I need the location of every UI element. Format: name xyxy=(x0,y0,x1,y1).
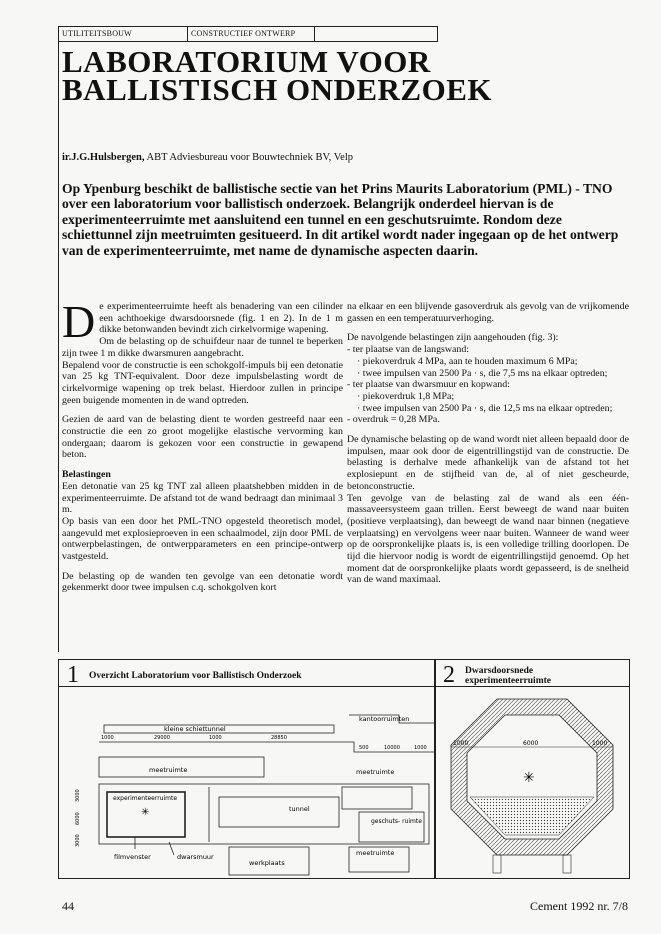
label-kleine-schiettunnel: kleine schiettunnel xyxy=(164,725,226,733)
label-filmvenster: filmvenster xyxy=(114,853,151,861)
explosion-icon-2: ✳ xyxy=(523,770,535,786)
svg-text:10000: 10000 xyxy=(384,745,400,751)
column-left: De experimenteerruimte heeft als benadering van een cilinder een achthoekige dwarsdoorsnede (fig. 1 en 2). In de 1 m dikke betonwanden bevindt zich cirkelvormige wapening. Om de belasting op de schuifdeur naar de tunnel te beperken zijn twee 1 m dikke dwarsmuren aangebracht. Bepalend voor de constructie is een schokgolf-impuls bij een detonatie van 25 kg TNT-equivalent. Door deze impulsbelasting wordt de cirkelvormige wapening op trek belast. Hierdoor zullen in principe geen buigende momenten in de wand optreden. Gezien de aard van de belasting dient te worden gestreefd naar een constructie die een zo groot mogelijke elastische vervorming kan ondergaan; daarom is gekozen voor een constructie in gewapend beton. Belastingen Een detonatie van 25 kg TNT zal alleen plaatshebben midden in de experimenteerruimte. De afstand tot de wand bedraagt dan minimaal 3 m. Op basis van een door het PML-TNO opgesteld theoretisch model, aangevuld met explosieproeven in een schaalmodel, zijn door PML de ontwerpbelastingen, de ontwerpparameters en een principe-ontwerp vastgesteld. De belasting op de wanden ten gevolge van een detonatie wordt gekenmerkt door twee impulsen c.q. schokgolven kort xyxy=(62,296,343,594)
label-dwarsmuur: dwarsmuur xyxy=(177,853,214,861)
label-kantoorruimten: kantoorruimten xyxy=(359,715,410,723)
label-meetruimte-2: meetruimte xyxy=(356,768,395,776)
svg-text:6000: 6000 xyxy=(75,812,81,825)
author-line: ir.J.G.Hulsbergen, ABT Adviesbureau voor Bouwtechniek BV, Velp xyxy=(62,152,353,163)
explosion-icon: ✳ xyxy=(141,807,150,818)
drop-cap: D xyxy=(62,296,96,347)
article-title: LABORATORIUM VOOR BALLISTISCH ONDERZOEK xyxy=(62,44,492,107)
left-rule xyxy=(58,40,59,652)
svg-text:1000: 1000 xyxy=(101,735,114,741)
page-number: 44 xyxy=(62,899,74,913)
figure-1-number: 1 xyxy=(67,662,79,688)
subsection-label: CONSTRUCTIEF ONTWERP xyxy=(188,27,315,41)
figure-2-title: Dwarsdoorsnede experimenteerruimte xyxy=(465,666,551,686)
label-werkplaats: werkplaats xyxy=(249,859,285,867)
floor-plan xyxy=(59,687,435,877)
label-tunnel: tunnel xyxy=(289,805,310,813)
cross-section xyxy=(435,687,629,877)
column-right: na elkaar en een blijvende gasoverdruk als gevolg van de vrijkomende gassen en een temperatuurverhoging. De navolgende belastingen zijn aangehouden (fig. 3): - ter plaatse van de langswand: · piekoverdruk 4 MPa, aan te houden maximum 6 MPa; · twee impulsen van 2500 Pa · s, die 7,5 ms na elkaar optreden; - ter plaatse van dwarsmuur en kopwand: · piekoverdruk 1,8 MPa; · twee impulsen van 2500 Pa · s, die 12,5 ms na elkaar optreden; - overdruk = 0,28 MPa. De dynamische belasting op de wand wordt niet alleen bepaald door de impulsen, maar ook door de eigentrillingstijd van de constructie. De belasting is derhalve mede afhankelijk van de afstand tot het explosiepunt en de stijfheid van de, al of niet gescheurde, betonconstructie. Ten gevolge van de belasting zal de wand als een één-massaveersysteem gaan trillen. Eerst beweegt de wand naar buiten (positieve verplaatsing), dan beweegt de wand naar binnen (negatieve verplaatsing) en vervolgens weer naar buiten. Wanneer de wand weer op de oorspronkelijke plaats is, is een volledige trilling doorlopen. De tijd die hiervoor nodig is wordt de eigentrillingstijd genoemd. Op het moment dat de oorspronkelijke plaats wordt gepasseerd, is de snelheid van de wand maximaal. xyxy=(347,301,629,586)
figure-1 xyxy=(58,659,436,879)
lead-paragraph: Op Ypenburg beschikt de ballistische sectie van het Prins Maurits Laboratorium (PML) - TNO over een laboratorium voor ballistisch onderzoek. Belangrijk onderdeel hiervan is de experimenteerruimte met aansluitend een tunnel en een geschutsruimte. Rondom deze schiettunnel zijn meetruimten gesitueerd. In dit artikel wordt nader ingegaan op de het ontwerp van de experimenteerruimte, met name de dynamische aspecten daarin. xyxy=(62,181,619,258)
svg-text:1000: 1000 xyxy=(414,745,427,751)
section-label: UTILITEITSBOUW xyxy=(59,27,188,41)
load-list: - ter plaatse van de langswand: · piekoverdruk 4 MPa, aan te houden maximum 6 MPa; · twee impulsen van 2500 Pa · s, die 7,5 ms na elkaar optreden; - ter plaatse van dwarsmuur en kopwand: · piekoverdruk 1,8 MPa; · twee impulsen van 2500 Pa · s, die 12,5 ms na elkaar optreden; - overdruk = 0,28 MPa. xyxy=(347,344,613,426)
figure-2 xyxy=(434,659,630,879)
figure-1-title: Overzicht Laboratorium voor Ballistisch Onderzoek xyxy=(89,671,302,681)
label-geschutsruimte: geschuts- ruimte xyxy=(371,818,422,825)
dim-right: 1000 xyxy=(592,740,608,747)
label-experimenteerruimte: experimenteerruimte xyxy=(113,795,178,802)
dim-mid: 6000 xyxy=(523,740,539,747)
dim-left: 1000 xyxy=(453,740,469,747)
svg-text:500: 500 xyxy=(359,745,369,751)
svg-text:1000: 1000 xyxy=(209,735,222,741)
label-meetruimte-3: meetruimte xyxy=(356,849,395,857)
section-header xyxy=(58,26,438,42)
svg-text:3000: 3000 xyxy=(75,789,81,802)
svg-text:3000: 3000 xyxy=(75,834,81,847)
journal-info: Cement 1992 nr. 7/8 xyxy=(530,899,628,913)
svg-text:28850: 28850 xyxy=(271,735,287,741)
label-meetruimte-1: meetruimte xyxy=(149,766,188,774)
svg-text:29000: 29000 xyxy=(154,735,170,741)
heading-belastingen: Belastingen xyxy=(62,469,111,481)
figure-2-number: 2 xyxy=(443,662,455,688)
